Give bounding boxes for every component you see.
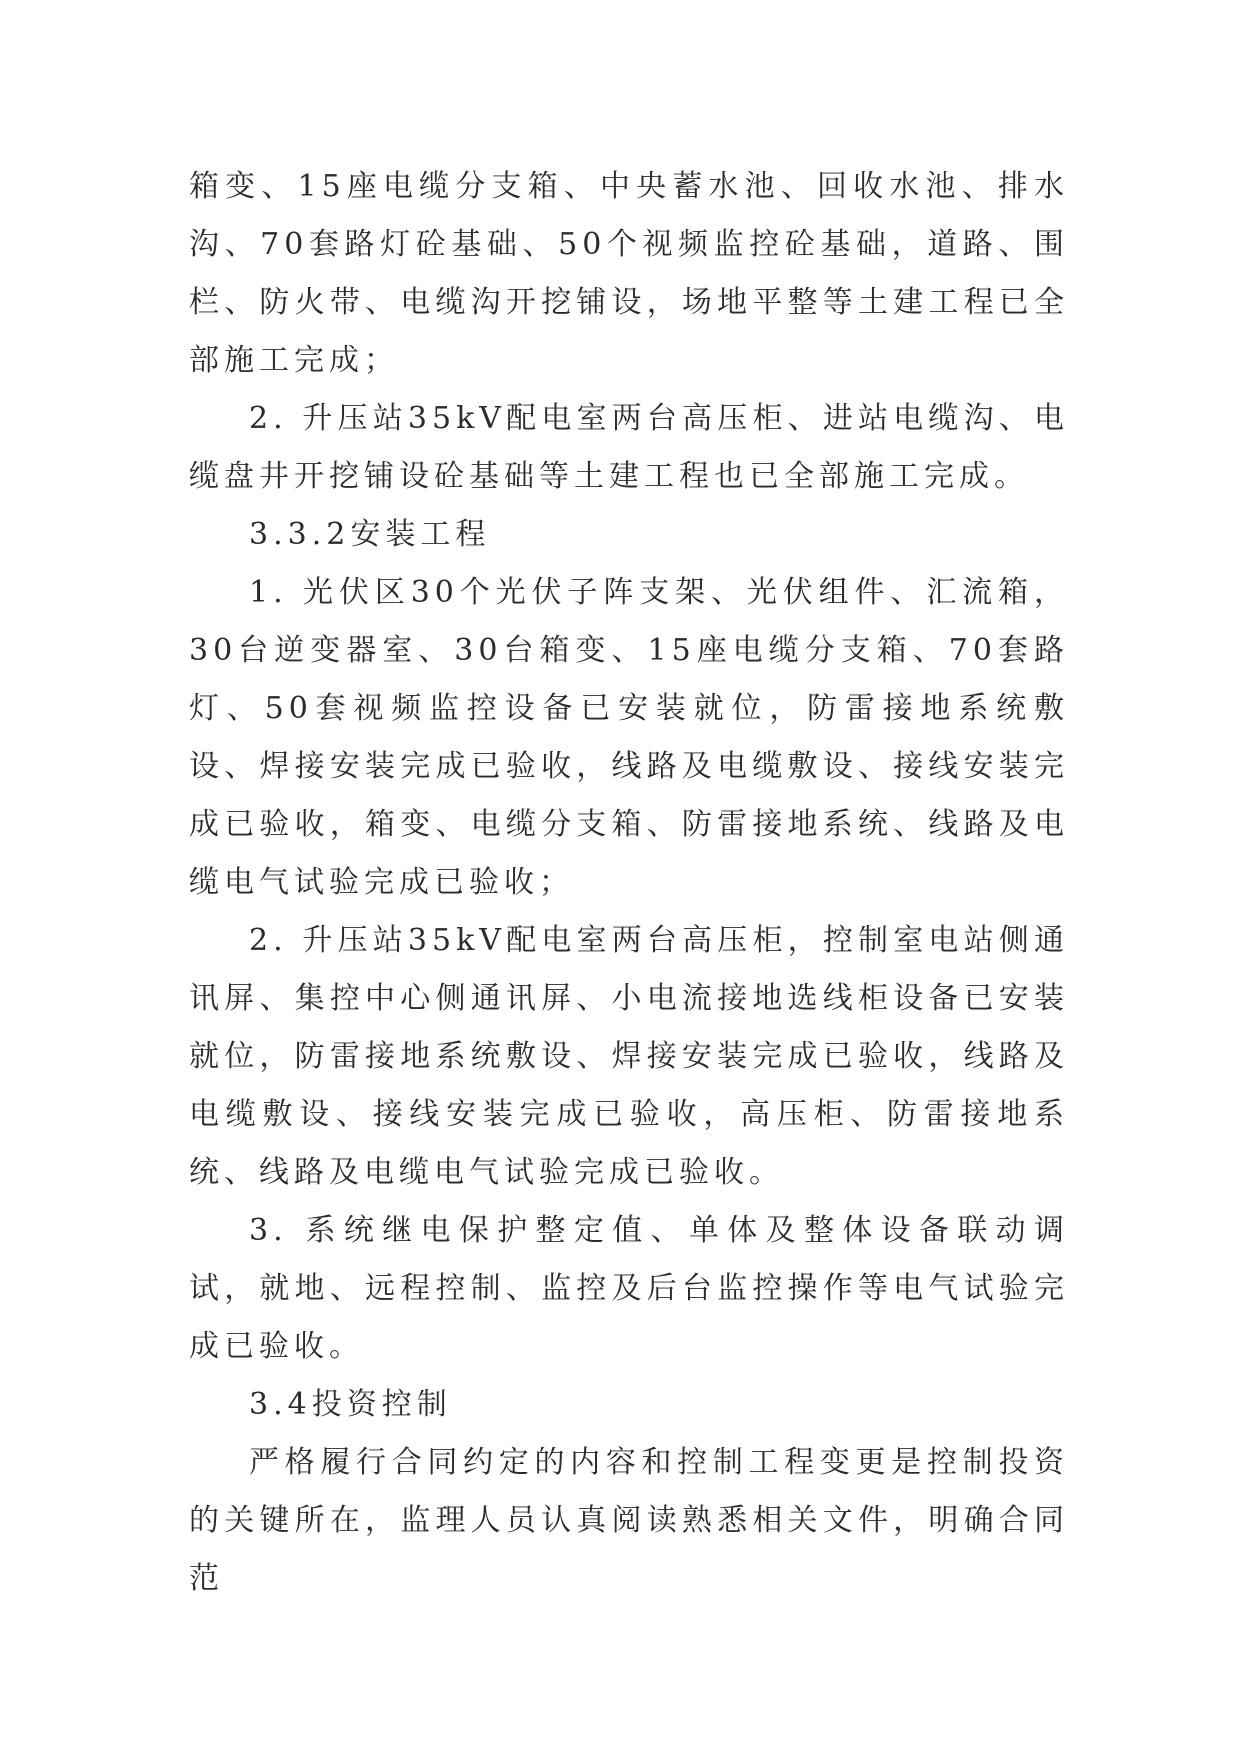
section-heading-installation: 3.3.2安装工程 [249,517,491,552]
paragraph-relay-protection-testing: 3. 系统继电保护整定值、单体及整体设备联动调试，就地、远程控制、监控及后台监控操作等电气试验完成已验收。 [189,1213,1069,1364]
document-body [189,158,1069,1608]
paragraph-civil-works-list: 箱变、15座电缆分支箱、中央蓄水池、回收水池、排水沟、70套路灯砼基础、50个视频监控砼基础，道路、围栏、防火带、电缆沟开挖铺设，场地平整等土建工程已全部施工完成； [189,169,1069,378]
paragraph-pv-area-installation: 1. 光伏区30个光伏子阵支架、光伏组件、汇流箱，30台逆变器室、30台箱变、15座电缆分支箱、70套路灯、50套视频监控设备已安装就位，防雷接地系统敷设、焊接安装完成已验收，线路及电缆敷设、接线安装完成已验收，箱变、电缆分支箱、防雷接地系统、线路及电缆电气试验完成已验收； [189,575,1069,900]
section-heading-investment-control: 3.4投资控制 [249,1387,452,1422]
paragraph-substation-installation: 2. 升压站35kV配电室两台高压柜，控制室电站侧通讯屏、集控中心侧通讯屏、小电流接地选线柜设备已安装就位，防雷接地系统敷设、焊接安装完成已验收，线路及电缆敷设、接线安装完成已验收，高压柜、防雷接地系统、线路及电缆电气试验完成已验收。 [189,923,1069,1190]
paragraph-investment-control: 严格履行合同约定的内容和控制工程变更是控制投资的关键所在，监理人员认真阅读熟悉相关文件，明确合同范 [189,1445,1069,1596]
paragraph-substation-civil-works: 2. 升压站35kV配电室两台高压柜、进站电缆沟、电缆盘井开挖铺设砼基础等土建工程也已全部施工完成。 [189,401,1069,494]
